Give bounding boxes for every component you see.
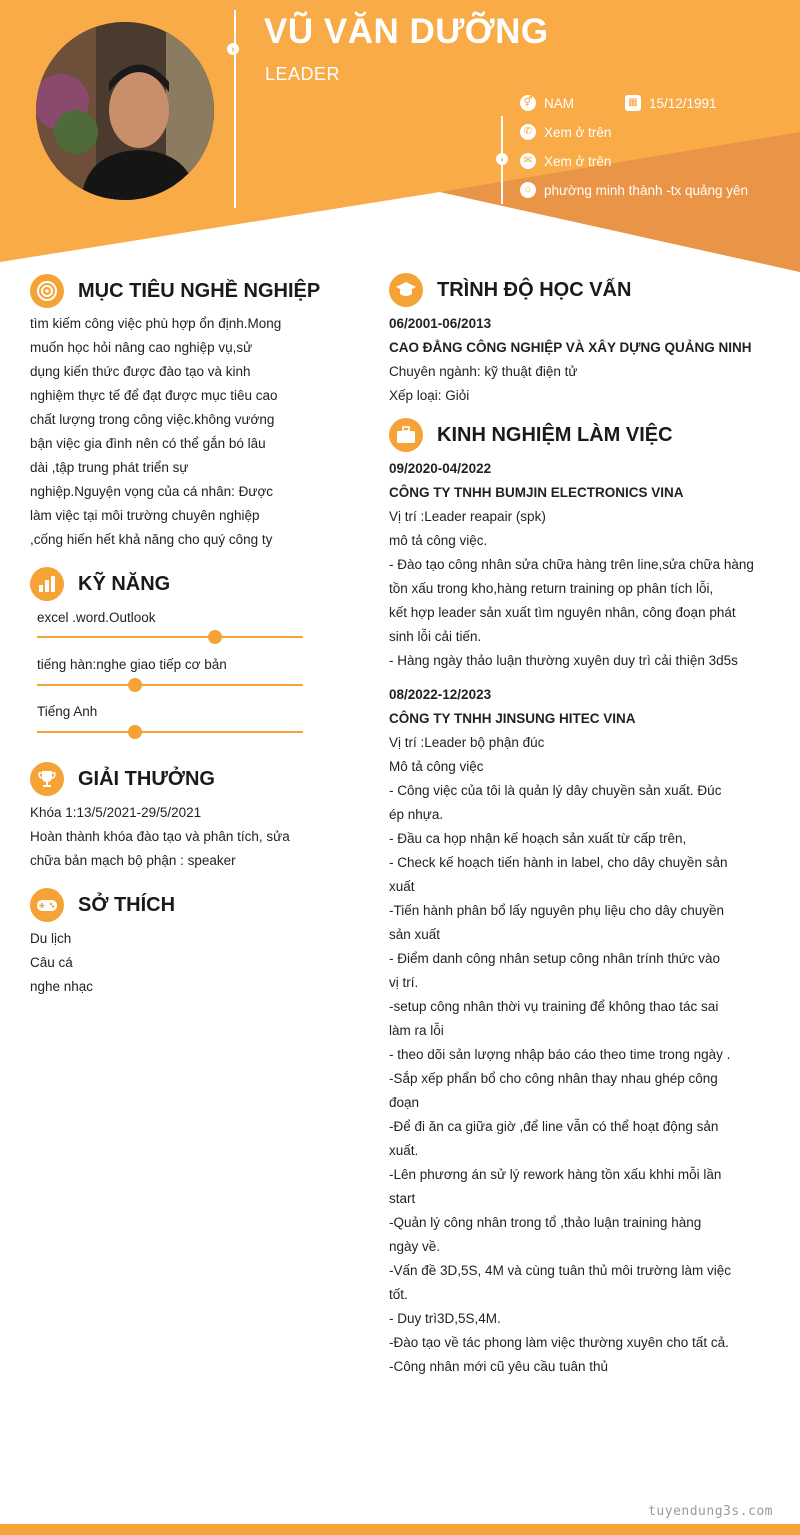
text-line: mô tả công việc. — [389, 533, 488, 548]
text-line: -Đào tạo về tác phong làm việc thường xuyên cho tất cả. — [389, 1335, 729, 1350]
gender-info — [520, 95, 574, 111]
education-details — [389, 312, 779, 408]
skill-name: Tiếng Anh — [37, 704, 98, 719]
text-line: xuất — [389, 879, 415, 894]
cv-header — [0, 0, 800, 275]
text-line: bận việc gia đình nên có thể gắn bó lâu — [30, 436, 266, 451]
text-line: Vị trí :Leader bộ phận đúc — [389, 735, 545, 750]
birthday-info — [625, 95, 717, 111]
skill-level-knob — [208, 630, 222, 644]
calendar-icon: ▦ — [625, 95, 641, 111]
header-divider-left — [234, 10, 236, 208]
target-icon — [30, 274, 64, 308]
candidate-name: VŨ VĂN DƯỠNG — [264, 12, 549, 51]
address-value: phường minh thành -tx quảng yên — [544, 182, 749, 198]
phone-info — [520, 124, 611, 140]
awards-heading — [30, 762, 215, 796]
gender-value: NAM — [544, 95, 574, 111]
education-school: CAO ĐẲNG CÔNG NGHIỆP VÀ XÂY DỰNG QUẢNG NINH — [389, 340, 752, 355]
text-line: kết hợp leader sản xuất tìm nguyên nhân, công đoạn phát — [389, 605, 736, 620]
job-company: CÔNG TY TNHH JINSUNG HITEC VINA — [389, 711, 636, 726]
text-line: -Quản lý công nhân trong tổ ,thảo luận training hàng — [389, 1215, 702, 1230]
skill-level-knob — [128, 725, 142, 739]
avatar-photo — [36, 22, 214, 200]
candidate-title: LEADER — [265, 64, 341, 84]
job-period: 08/2022-12/2023 — [389, 687, 492, 702]
awards-text — [30, 801, 320, 873]
gamepad-icon — [30, 888, 64, 922]
text-line: vị trí. — [389, 975, 419, 990]
text-line: Du lịch — [30, 931, 72, 946]
text-line: Vị trí :Leader reapair (spk) — [389, 509, 546, 524]
objective-text — [30, 312, 330, 552]
skill-level-knob — [128, 678, 142, 692]
skill-bar — [37, 731, 303, 733]
text-line: làm việc tại môi trường chuyên nghiệp — [30, 508, 260, 523]
text-line: chữa bản mạch bộ phận : speaker — [30, 853, 236, 868]
text-line: - Hàng ngày thảo luận thường xuyên duy trì cải thiện 3d5s — [389, 653, 738, 668]
birthday-value: 15/12/1991 — [649, 95, 717, 111]
text-line: - Check kế hoạch tiến hành in label, cho dây chuyền sản — [389, 855, 728, 870]
education-title: TRÌNH ĐỘ HỌC VẤN — [437, 278, 632, 301]
objective-title: MỤC TIÊU NGHỀ NGHIỆP — [78, 279, 321, 302]
home-icon: ⌂ — [520, 182, 536, 198]
text-line: sinh lỗi cải tiến. — [389, 629, 482, 644]
briefcase-icon — [389, 418, 423, 452]
text-line: Hoàn thành khóa đào tạo và phân tích, sửa — [30, 829, 290, 844]
hobbies-title: SỞ THÍCH — [78, 893, 176, 916]
chevron-right-icon: › — [227, 43, 239, 55]
education-heading — [389, 273, 631, 307]
text-line: -Công nhân mới cũ yêu cầu tuân thủ — [389, 1359, 608, 1374]
text-line: sản xuất — [389, 927, 441, 942]
text-line: Câu cá — [30, 955, 73, 970]
job-period: 09/2020-04/2022 — [389, 461, 492, 476]
skill-name: excel .word.Outlook — [37, 610, 156, 625]
awards-title: GIẢI THƯỞNG — [78, 767, 215, 790]
education-major: Chuyên ngành: kỹ thuật điện tử — [389, 364, 578, 379]
text-line: - Duy trì3D,5S,4M. — [389, 1311, 501, 1326]
job-2 — [389, 683, 789, 1379]
text-line: nghe nhạc — [30, 979, 94, 994]
text-line: -Để đi ăn ca giữa giờ ,để line vẫn có thể hoạt động sản — [389, 1119, 719, 1134]
text-line: start — [389, 1191, 416, 1206]
email-info — [520, 153, 611, 169]
education-grade: Xếp loại: Giỏi — [389, 388, 470, 403]
text-line: - Công việc của tôi là quản lý dây chuyền sản xuất. Đúc — [389, 783, 722, 798]
experience-title: KINH NGHIỆM LÀM VIỆC — [437, 423, 673, 446]
text-line: xuất. — [389, 1143, 419, 1158]
skill-bar — [37, 684, 303, 686]
hobbies-text — [30, 927, 320, 999]
education-period: 06/2001-06/2013 — [389, 316, 492, 331]
text-line: nghiệp.Nguyện vọng của cá nhân: Được — [30, 484, 274, 499]
text-line: - theo dõi sản lượng nhập báo cáo theo time trong ngày . — [389, 1047, 731, 1062]
text-line: làm ra lỗi — [389, 1023, 444, 1038]
text-line: ép nhựa. — [389, 807, 444, 822]
text-line: - Đào tạo công nhân sửa chữa hàng trên line,sửa chữa hàng — [389, 557, 754, 572]
footer-bar — [0, 1524, 800, 1535]
text-line: - Điểm danh công nhân setup công nhân trính thức vào — [389, 951, 721, 966]
skills-heading — [30, 567, 170, 601]
phone-icon: ✆ — [520, 124, 536, 140]
skills-title: KỸ NĂNG — [78, 572, 171, 595]
email-icon: ✉ — [520, 153, 536, 169]
skill-bar — [37, 636, 303, 638]
text-line: dài ,tập trung phát triển sự — [30, 460, 189, 475]
phone-value: Xem ở trên — [544, 124, 612, 140]
graduation-cap-icon — [389, 273, 423, 307]
objective-heading — [30, 274, 320, 308]
job-1 — [389, 457, 789, 673]
text-line: muốn học hỏi nâng cao nghiệp vụ,sử — [30, 340, 253, 355]
trophy-icon — [30, 762, 64, 796]
skill-name: tiếng hàn:nghe giao tiếp cơ bản — [37, 657, 227, 672]
job-company: CÔNG TY TNHH BUMJIN ELECTRONICS VINA — [389, 485, 684, 500]
chevron-right-icon: › — [496, 153, 508, 165]
text-line: tốt. — [389, 1287, 408, 1302]
gender-icon: ⚥ — [520, 95, 536, 111]
text-line: ngày về. — [389, 1239, 441, 1254]
text-line: tồn xấu trong kho,hàng return training op phân tích lỗi, — [389, 581, 714, 596]
text-line: -Vấn đề 3D,5S, 4M và cùng tuân thủ môi trường làm việc — [389, 1263, 732, 1278]
email-value: Xem ở trên — [544, 153, 612, 169]
text-line: -Sắp xếp phẩn bổ cho công nhân thay nhau ghép công — [389, 1071, 718, 1086]
watermark: tuyendung3s.com — [648, 1504, 773, 1519]
text-line: ,cống hiến hết khả năng cho quý công ty — [30, 532, 273, 547]
hobbies-heading — [30, 888, 175, 922]
text-line: nghiệm thực tế để đạt được mục tiêu cao — [30, 388, 278, 403]
avatar — [36, 22, 214, 200]
text-line: - Đầu ca họp nhận kế hoạch sản xuất từ cấp trên, — [389, 831, 687, 846]
text-line: -Tiến hành phân bổ lấy nguyên phụ liệu cho dây chuyền — [389, 903, 724, 918]
text-line: Khóa 1:13/5/2021-29/5/2021 — [30, 805, 202, 820]
text-line: tìm kiếm công việc phù hợp ổn định.Mong — [30, 316, 282, 331]
text-line: -Lên phương án sử lý rework hàng tồn xấu khhi mỗi lần — [389, 1167, 722, 1182]
address-info — [520, 182, 748, 198]
text-line: dụng kiến thức được đào tạo và kinh — [30, 364, 251, 379]
text-line: chất lượng trong công việc.không vướng — [30, 412, 275, 427]
text-line: đoạn — [389, 1095, 420, 1110]
text-line: Mô tả công việc — [389, 759, 484, 774]
bar-chart-icon — [30, 567, 64, 601]
experience-heading — [389, 418, 673, 452]
text-line: -setup công nhân thời vụ training để không thao tác sai — [389, 999, 719, 1014]
